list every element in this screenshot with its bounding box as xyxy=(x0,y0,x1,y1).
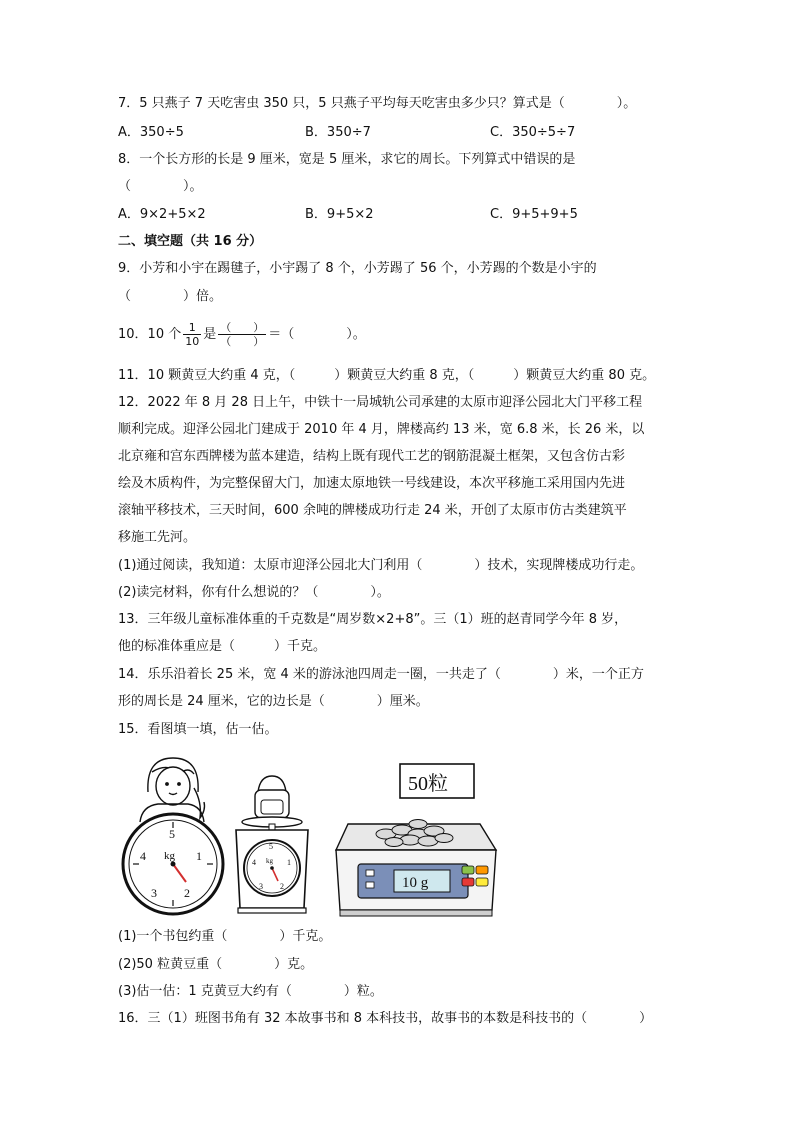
q12-line-1: 12．2022 年 8 月 28 日上午，中铁十一局城轨公司承建的太原市迎泽公园北大门平移工程 xyxy=(118,395,643,410)
question-10 xyxy=(118,318,366,352)
scale-button-green xyxy=(462,866,474,874)
display-value: 10 g xyxy=(402,875,429,891)
dial-number-1: 1 xyxy=(196,849,202,863)
section-title: 二、填空题（共 16 分） xyxy=(118,234,263,249)
q13-line-1: 13．三年级儿童标准体重的千克数是“周岁数×2+8”。三（1）班的赵青同学今年 8 岁， xyxy=(118,612,628,627)
small-dial-2: 2 xyxy=(280,882,284,891)
q8-option-c: C．9+5+9+5 xyxy=(490,207,578,222)
small-dial-3: 3 xyxy=(259,882,263,891)
question-9: 9．小芳和小宇在踢毽子，小宇踢了 8 个，小芳踢了 56 个，小芳踢的个数是小宇的 xyxy=(118,261,597,276)
q15-sub-3: (3)估一估：1 克黄豆大约有（ ）粒。 xyxy=(118,984,383,999)
q13-line-2: 他的标准体重应是（ ）千克。 xyxy=(118,639,327,654)
q12-sub-2: (2)读完材料，你有什么想说的？（ ）。 xyxy=(118,585,390,600)
backpack-scale xyxy=(236,776,308,913)
q8-option-b: B．9+5×2 xyxy=(305,207,374,222)
q14-line-1: 14．乐乐沿着长 25 米，宽 4 米的游泳池四周走一圈，一共走了（ ）米，一个正方 xyxy=(118,667,644,682)
scales-illustration xyxy=(118,752,508,922)
dial-unit-kg: kg xyxy=(164,850,175,862)
q7-option-c: C．350÷5÷7 xyxy=(490,125,576,140)
small-dial-4: 4 xyxy=(252,858,256,867)
q8-option-a: A．9×2+5×2 xyxy=(118,207,206,222)
q12-line-3: 北京雍和宫东西牌楼为蓝本建造，结构上既有现代工艺的钢筋混凝土框架，又包含仿古彩 xyxy=(118,449,626,464)
body-scale xyxy=(123,814,223,914)
question-16: 16．三（1）班图书角有 32 本故事书和 8 本科技书，故事书的本数是科技书的（ ） xyxy=(118,1011,653,1026)
girl-figure xyxy=(140,758,205,822)
scale-button-red xyxy=(462,878,474,886)
bean-count-tag xyxy=(400,764,474,798)
digital-scale xyxy=(336,820,496,917)
question-9-blank: （ ）倍。 xyxy=(118,289,223,304)
small-dial-5: 5 xyxy=(269,842,273,851)
question-15: 15．看图填一填，估一估。 xyxy=(118,722,278,737)
q15-sub-1: (1)一个书包约重（ ）千克。 xyxy=(118,929,332,944)
dial-number-5: 5 xyxy=(169,827,175,841)
dial-number-2: 2 xyxy=(184,886,190,900)
q7-option-a: A．350÷5 xyxy=(118,125,184,140)
q12-line-2: 顺利完成。迎泽公园北门建成于 2010 年 4 月，牌楼高约 13 米，宽 6.8 米，长 26 米，以 xyxy=(118,422,645,437)
question-8: 8．一个长方形的长是 9 厘米，宽是 5 厘米，求它的周长。下列算式中错误的是 xyxy=(118,152,576,167)
q14-line-2: 形的周长是 24 厘米，它的边长是（ ）厘米。 xyxy=(118,694,429,709)
small-dial-1: 1 xyxy=(287,858,291,867)
scale-button-yellow xyxy=(476,878,488,886)
scales-svg xyxy=(118,752,508,922)
scale-button-orange xyxy=(476,866,488,874)
q12-line-6: 移施工先河。 xyxy=(118,530,197,545)
q15-sub-2: (2)50 粒黄豆重（ ）克。 xyxy=(118,957,314,972)
question-8-blank: （ ）。 xyxy=(118,179,203,194)
q10-mid: 是 xyxy=(203,327,217,342)
q10-suffix: ＝（ ）。 xyxy=(268,327,366,342)
fraction-blank: $\frac{( )}{( )}$ xyxy=(220,321,265,348)
q7-option-b: B．350÷7 xyxy=(305,125,371,140)
small-dial-unit: kg xyxy=(266,857,273,865)
q10-prefix: 10．10 个 xyxy=(118,327,182,342)
q12-line-4: 绘及木质构件，为完整保留大门，加速太原地铁一号线建设，本次平移施工采用国内先进 xyxy=(118,476,626,491)
q12-sub-1: (1)通过阅读，我知道：太原市迎泽公园北大门利用（ ）技术，实现牌楼成功行走。 xyxy=(118,558,644,573)
question-7: 7．5 只燕子 7 天吃害虫 350 只，5 只燕子平均每天吃害虫多少只？算式是（ ）。 xyxy=(118,96,637,111)
fraction-one-tenth: $\frac{1}{10}$ xyxy=(185,321,200,348)
dial-number-4: 4 xyxy=(140,849,146,863)
question-11: 11．10 颗黄豆大约重 4 克，（ ）颗黄豆大约重 8 克，（ ）颗黄豆大约重 80 克。 xyxy=(118,368,656,383)
dial-number-3: 3 xyxy=(151,886,157,900)
q12-line-5: 滚轴平移技术，三天时间，600 余吨的牌楼成功行走 24 米，开创了太原市仿古类建筑平 xyxy=(118,503,627,518)
tag-label: 50粒 xyxy=(408,773,448,795)
